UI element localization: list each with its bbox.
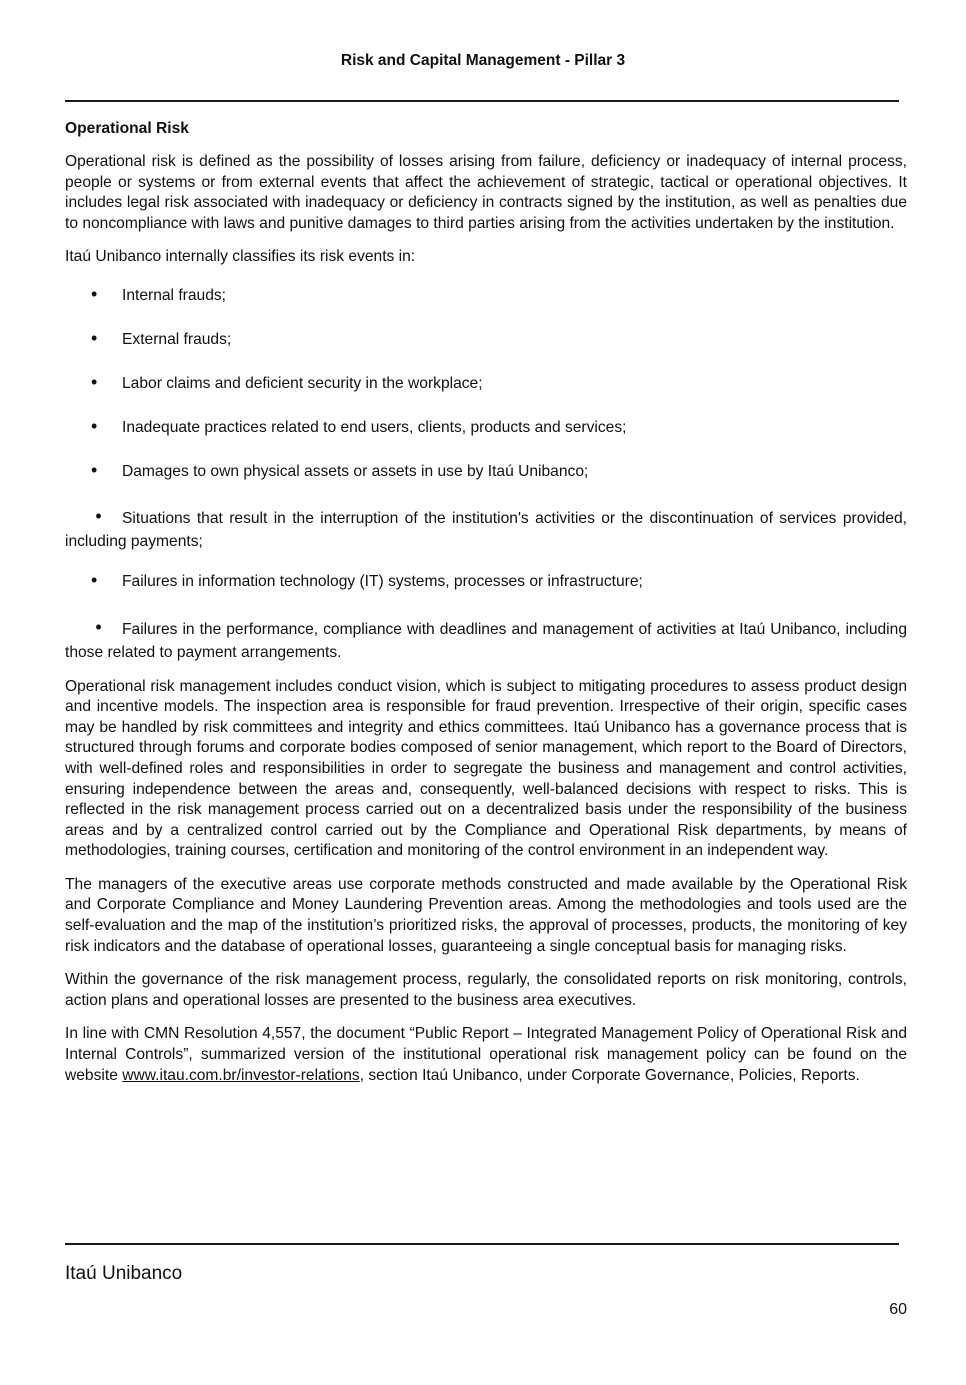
governance-paragraph: Within the governance of the risk management process, regularly, the consolidated reports on risk monitoring, controls, action plans and operational losses are presented to the business area executives. [65, 971, 907, 1009]
bullet-icon: • [91, 328, 98, 349]
management-paragraph: Operational risk management includes conduct vision, which is subject to mitigating procedures to assess product design and incentive models. The inspection area is responsible for fraud prevention. Irrespective of their origin, specific cases may be handled by risk committees and integrity and ethics committees. Itaú Unibanco has a governance process that is structured through forums and corporate bodies composed of senior management, which report to the Board of Directors, with well-defined roles and responsibilities in order to segregate the business and management and control activities, ensuring independence between the areas and, consequently, well-balanced decisions with respect to risks. This is reflected in the risk management process carried out on a decentralized basis under the responsibility of the business areas and by a centralized control carried out by the Compliance and Operational Risk departments, by means of methodologies, training courses, certification and monitoring of the control environment in an independent way. [65, 677, 907, 860]
bullet-icon: • [95, 616, 102, 637]
intro-paragraph: Operational risk is defined as the possibility of losses arising from failure, deficiency or inadequacy of internal process, people or systems or from external events that affect the achievement of strategic, tactical or operational objectives. It includes legal risk associated with inadequacy or deficiency in contracts signed by the institution, as well as penalties due to noncompliance with laws and punitive damages to third parties arising from the activities undertaken by the institution. [65, 153, 907, 232]
header-divider [65, 100, 899, 102]
footer-divider [65, 1243, 899, 1245]
list-item: • External frauds; [91, 328, 232, 349]
investor-relations-link[interactable]: www.itau.com.br/investor-relations [122, 1066, 360, 1084]
classification-intro: Itaú Unibanco internally classifies its risk events in: [65, 248, 416, 266]
footer-brand: Itaú Unibanco [65, 1263, 183, 1284]
list-item: • Inadequate practices related to end users, clients, products and services; [91, 416, 627, 437]
resolution-paragraph: In line with CMN Resolution 4,557, the document “Public Report – Integrated Management Policy of Operational Risk and Internal Controls”, summarized version of the institutional operational risk management policy can be found on the website www.itau.com.br/investor-relations, section Itaú Unibanco, under Corporate Governance, Policies, Reports. [65, 1025, 907, 1084]
page-number: 60 [889, 1301, 907, 1318]
bullet-icon: • [95, 506, 102, 527]
main-content [65, 119, 907, 1099]
bullet-icon: • [91, 460, 98, 481]
list-item: • Damages to own physical assets or assets in use by Itaú Unibanco; [91, 460, 589, 481]
bullet-icon: • [91, 416, 98, 437]
section-heading: Operational Risk [65, 120, 189, 137]
managers-paragraph: The managers of the executive areas use corporate methods constructed and made available by the Operational Risk and Corporate Compliance and Money Laundering Prevention areas. Among the methodologies and tools used are the self-evaluation and the map of the institution’s prioritized risks, the approval of processes, products, the monitoring of key risk indicators and the database of operational losses, guaranteeing a single conceptual basis for managing risks. [65, 875, 907, 955]
list-item: • Failures in information technology (IT) systems, processes or infrastructure; [91, 570, 643, 591]
list-item: • Internal frauds; [91, 283, 227, 304]
bullet-icon: • [91, 570, 98, 591]
bullet-icon: • [91, 372, 98, 393]
page-header-title: Risk and Capital Management - Pillar 3 [340, 52, 626, 69]
risk-event-list [65, 283, 907, 664]
list-item: • Situations that result in the interruption of the institution's activities or the discontinuation of services provided, including payments; [65, 506, 907, 551]
bullet-icon: • [91, 283, 98, 304]
list-item: • Labor claims and deficient security in the workplace; [91, 372, 483, 393]
list-item: • Failures in the performance, compliance with deadlines and management of activities at Itaú Unibanco, including those related to payment arrangements. [65, 616, 907, 661]
